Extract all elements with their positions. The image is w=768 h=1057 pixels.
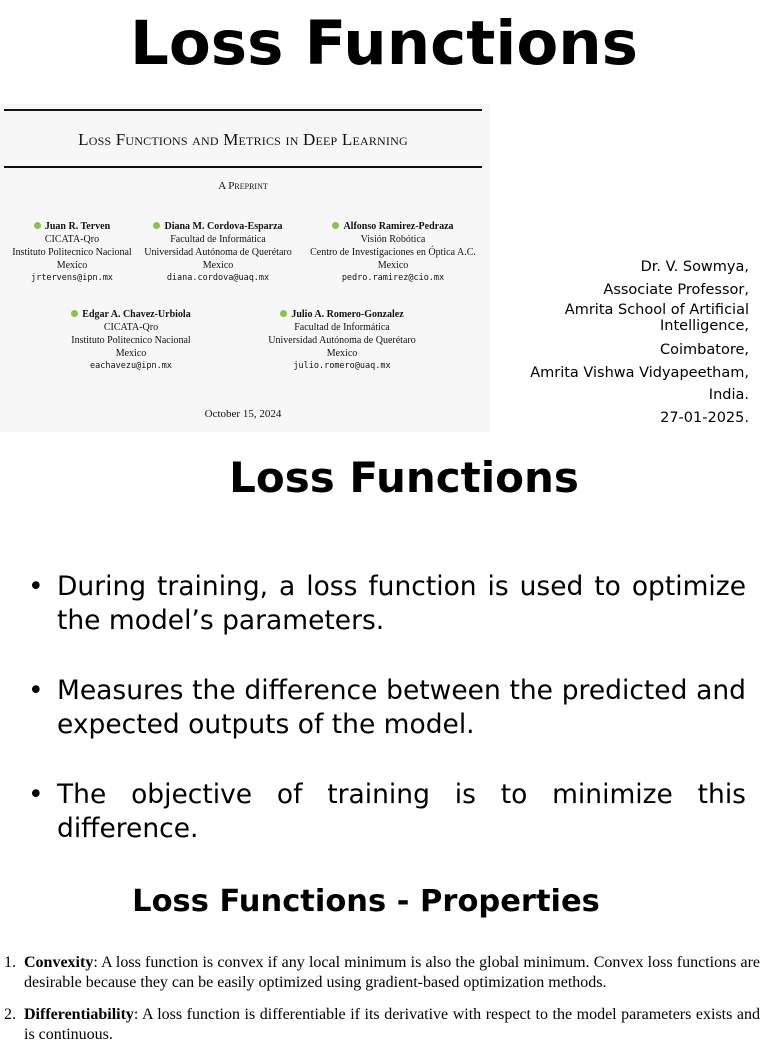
author-email: diana.cordova@uaq.mx	[166, 273, 270, 283]
property-item	[4, 1005, 760, 1045]
section-title: Loss Functions	[229, 453, 579, 502]
author-name: Julio A. Romero-Gonzalez	[291, 309, 404, 320]
property-text: : A loss function is convex if any local minimum is also the global minimum. Convex loss functions are desirable because they can be easily optimized using gradient-based optimization methods.	[24, 954, 760, 991]
paper-preprint-label: A Preprint	[218, 180, 268, 192]
author-institution: Instituto Politecnico Nacional	[71, 335, 191, 346]
property-text: : A loss function is differentiable if its derivative with respect to the model parameters exists and is continuous.	[24, 1006, 760, 1043]
orcid-icon	[71, 310, 78, 317]
author-email: jrtervens@ipn.mx	[31, 273, 113, 283]
paper-author-4	[56, 308, 206, 373]
author-country: Mexico	[377, 260, 409, 271]
author-country: Mexico	[326, 348, 358, 359]
property-number: 2.	[4, 1006, 16, 1023]
paper-snapshot	[0, 104, 490, 432]
author-affiliation: Facultad de Informática	[294, 322, 390, 333]
presenter-role: Associate Professor,	[603, 281, 749, 298]
paper-author-1	[2, 220, 142, 285]
orcid-icon	[153, 222, 160, 229]
orcid-icon	[332, 222, 339, 229]
author-email: julio.romero@uaq.mx	[293, 361, 391, 371]
paper-author-5	[262, 308, 422, 373]
author-country: Mexico	[56, 260, 88, 271]
bullet-item: • The objective of training is to minimize this difference.	[28, 778, 746, 846]
presenter-country: India.	[708, 387, 749, 403]
author-country: Mexico	[202, 260, 234, 271]
author-email: eachavezu@ipn.mx	[90, 361, 172, 371]
author-institution: Universidad Autónoma de Querétaro	[144, 247, 292, 258]
author-name: Diana M. Cordova-Esparza	[164, 221, 283, 232]
properties-list	[4, 953, 760, 1057]
author-affiliation: Facultad de Informática	[170, 234, 266, 245]
property-term: Convexity	[24, 954, 94, 971]
property-number: 1.	[4, 954, 16, 971]
author-name: Juan R. Terven	[44, 221, 111, 232]
property-term: Differentiability	[24, 1006, 134, 1023]
author-institution: Universidad Autónoma de Querétaro	[268, 335, 416, 346]
property-item	[4, 953, 760, 993]
author-affiliation: CICATA-Qro	[44, 234, 100, 245]
author-name: Alfonso Ramirez-Pedraza	[343, 221, 454, 232]
author-institution: Instituto Politecnico Nacional	[12, 247, 132, 258]
paper-top-rule	[4, 109, 482, 111]
author-country: Mexico	[115, 348, 147, 359]
author-affiliation: Visión Robótica	[360, 234, 426, 245]
properties-title: Loss Functions - Properties	[132, 884, 600, 919]
bullet-item: • Measures the difference between the predicted and expected outputs of the model.	[28, 674, 746, 742]
paper-title: Loss Functions and Metrics in Deep Learning	[78, 130, 408, 149]
bullet-item: • During training, a loss function is used to optimize the model’s parameters.	[28, 570, 746, 638]
orcid-icon	[280, 310, 287, 317]
paper-author-2	[142, 220, 294, 285]
presenter-name: Dr. V. Sowmya,	[640, 259, 749, 275]
author-email: pedro.ramirez@cio.mx	[341, 273, 445, 283]
orcid-icon	[34, 222, 41, 229]
presenter-date: 27-01-2025.	[660, 409, 749, 426]
author-name: Edgar A. Chavez-Urbiola	[82, 309, 191, 320]
author-affiliation: CICATA-Qro	[103, 322, 159, 333]
bullet-list	[28, 570, 746, 882]
presenter-school: Amrita School of Artificial Intelligence,	[564, 302, 749, 334]
paper-author-3	[300, 220, 486, 285]
paper-date: October 15, 2024	[204, 408, 282, 420]
presenter-info	[510, 256, 749, 429]
author-institution: Centro de Investigaciones en Óptica A.C.	[310, 247, 476, 258]
main-title: Loss Functions	[130, 8, 638, 79]
presenter-university: Amrita Vishwa Vidyapeetham,	[530, 364, 749, 381]
presenter-city: Coimbatore,	[660, 342, 749, 358]
paper-bottom-rule	[4, 166, 482, 168]
